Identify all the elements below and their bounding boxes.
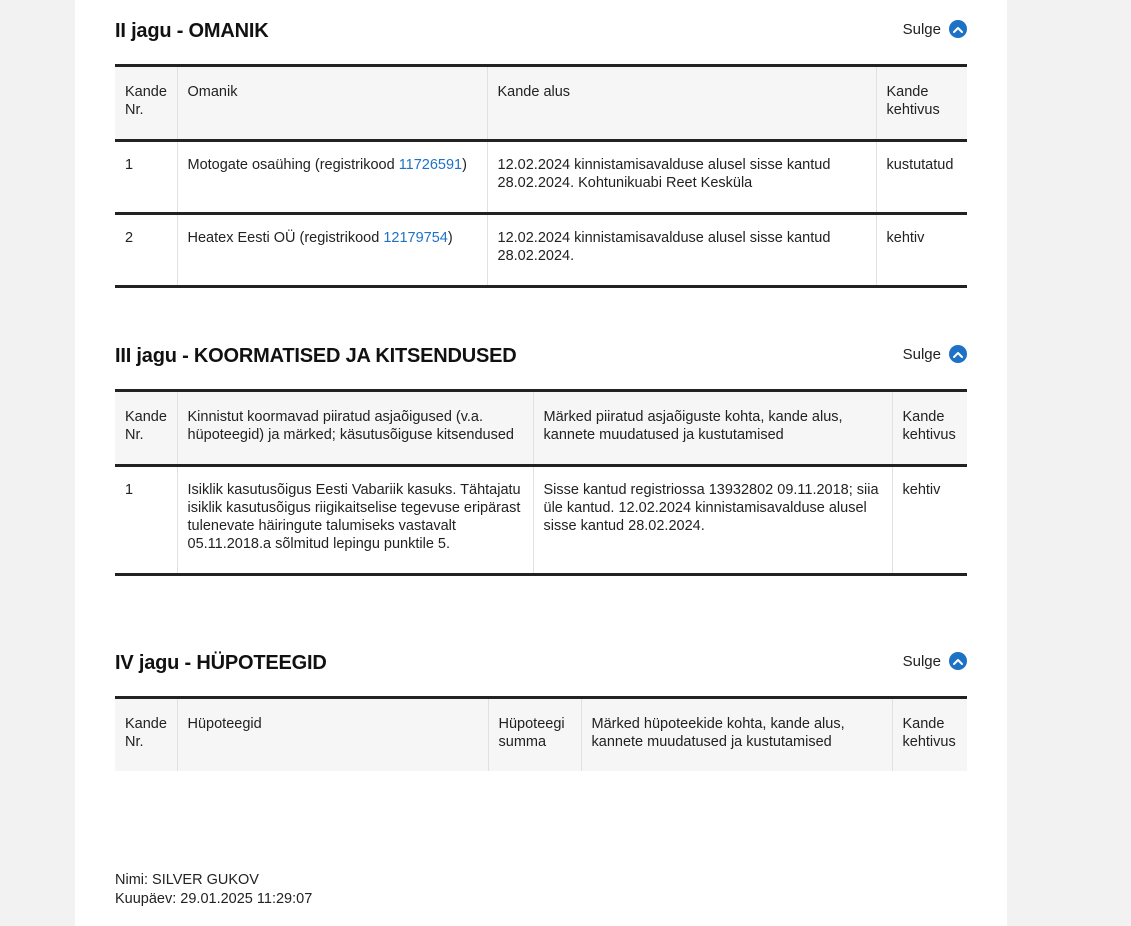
owner-name: Motogate osaühing (registrikood (187, 157, 399, 173)
section-header (115, 0, 967, 50)
col-header-validity: Kande kehtivus (876, 66, 967, 141)
section-header (115, 632, 967, 682)
document-card (75, 0, 1007, 926)
cell-nr: 1 (125, 482, 134, 498)
table-header-row (115, 391, 967, 466)
col-header-owner: Omanik (177, 66, 487, 141)
section-header (115, 325, 967, 375)
close-label: Sulge (902, 345, 941, 363)
cell-validity: kehtiv (876, 214, 967, 287)
section-title: III jagu - KOORMATISED JA KITSENDUSED (115, 345, 517, 367)
owner-suffix: ) (462, 157, 467, 173)
cell-encumbrance: Isiklik kasutusõigus Eesti Vabariik kasuks. Tähtajatu isiklik kasutusõigus riigikaitselise tegevuse eripärast tulenevate häiringute talumiseks vastavalt 05.11.2018.a sõlmitud lepingu punktile 5. (177, 466, 533, 575)
col-header-encumbrance: Kinnistut koormavad piiratud asjaõigused (v.a. hüpoteegid) ja märked; käsutusõiguse kitsendused (177, 391, 533, 466)
footer-name: Nimi: SILVER GUKOV (115, 872, 259, 888)
table-row (115, 214, 967, 287)
table-header-row (115, 698, 967, 772)
section-title: IV jagu - HÜPOTEEGID (115, 652, 327, 674)
close-label: Sulge (902, 652, 941, 670)
col-header-mortgage-sum: Hüpoteegi summa (488, 698, 581, 772)
cell-notes: Sisse kantud registriossa 13932802 09.11.2018; siia üle kantud. 12.02.2024 kinnistamisavalduse alusel sisse kantud 28.02.2024. (533, 466, 892, 575)
col-header-validity: Kande kehtivus (892, 698, 967, 772)
cell-owner (177, 214, 487, 287)
col-header-nr: Kande Nr. (125, 409, 167, 443)
cell-basis: 12.02.2024 kinnistamisavalduse alusel sisse kantud 28.02.2024. (487, 214, 876, 287)
table-row (115, 141, 967, 214)
document-footer (115, 871, 312, 909)
col-header-notes: Märked piiratud asjaõiguste kohta, kande alus, kannete muudatused ja kustutamised (533, 391, 892, 466)
close-label: Sulge (902, 20, 941, 38)
chevron-up-icon[interactable] (949, 345, 967, 363)
col-header-mortgages: Hüpoteegid (177, 698, 488, 772)
owner-table (115, 64, 967, 288)
table-header-row (115, 66, 967, 141)
col-header-basis: Kande alus (487, 66, 876, 141)
registry-code-link[interactable]: 12179754 (383, 230, 448, 246)
registry-code-link[interactable]: 11726591 (398, 157, 463, 173)
owner-suffix: ) (447, 230, 453, 246)
section-encumbrances (115, 325, 967, 576)
cell-validity: kustutatud (876, 141, 967, 214)
col-header-notes: Märked hüpoteekide kohta, kande alus, kannete muudatused ja kustutamised (581, 698, 892, 772)
col-header-nr: Kande Nr. (125, 716, 167, 750)
section-title: II jagu - OMANIK (115, 20, 269, 42)
cell-nr: 1 (125, 157, 134, 173)
close-button[interactable] (903, 18, 967, 40)
mortgage-table (115, 696, 967, 771)
chevron-up-icon[interactable] (949, 20, 967, 38)
col-header-nr: Kande Nr. (125, 84, 167, 118)
encumbrance-table (115, 389, 967, 576)
close-button[interactable] (903, 650, 967, 672)
cell-basis: 12.02.2024 kinnistamisavalduse alusel sisse kantud 28.02.2024. Kohtunikuabi Reet Kesküla (487, 141, 876, 214)
col-header-validity: Kande kehtivus (892, 391, 967, 466)
section-mortgages (115, 632, 967, 771)
owner-name: Heatex Eesti OÜ (registrikood (187, 230, 384, 246)
cell-nr: 2 (125, 230, 134, 246)
footer-date: Kuupäev: 29.01.2025 11:29:07 (115, 891, 313, 907)
table-row (115, 466, 967, 575)
cell-validity: kehtiv (892, 466, 967, 575)
section-owner (115, 0, 967, 288)
close-button[interactable] (903, 343, 967, 365)
chevron-up-icon[interactable] (949, 652, 967, 670)
cell-owner (177, 141, 487, 214)
